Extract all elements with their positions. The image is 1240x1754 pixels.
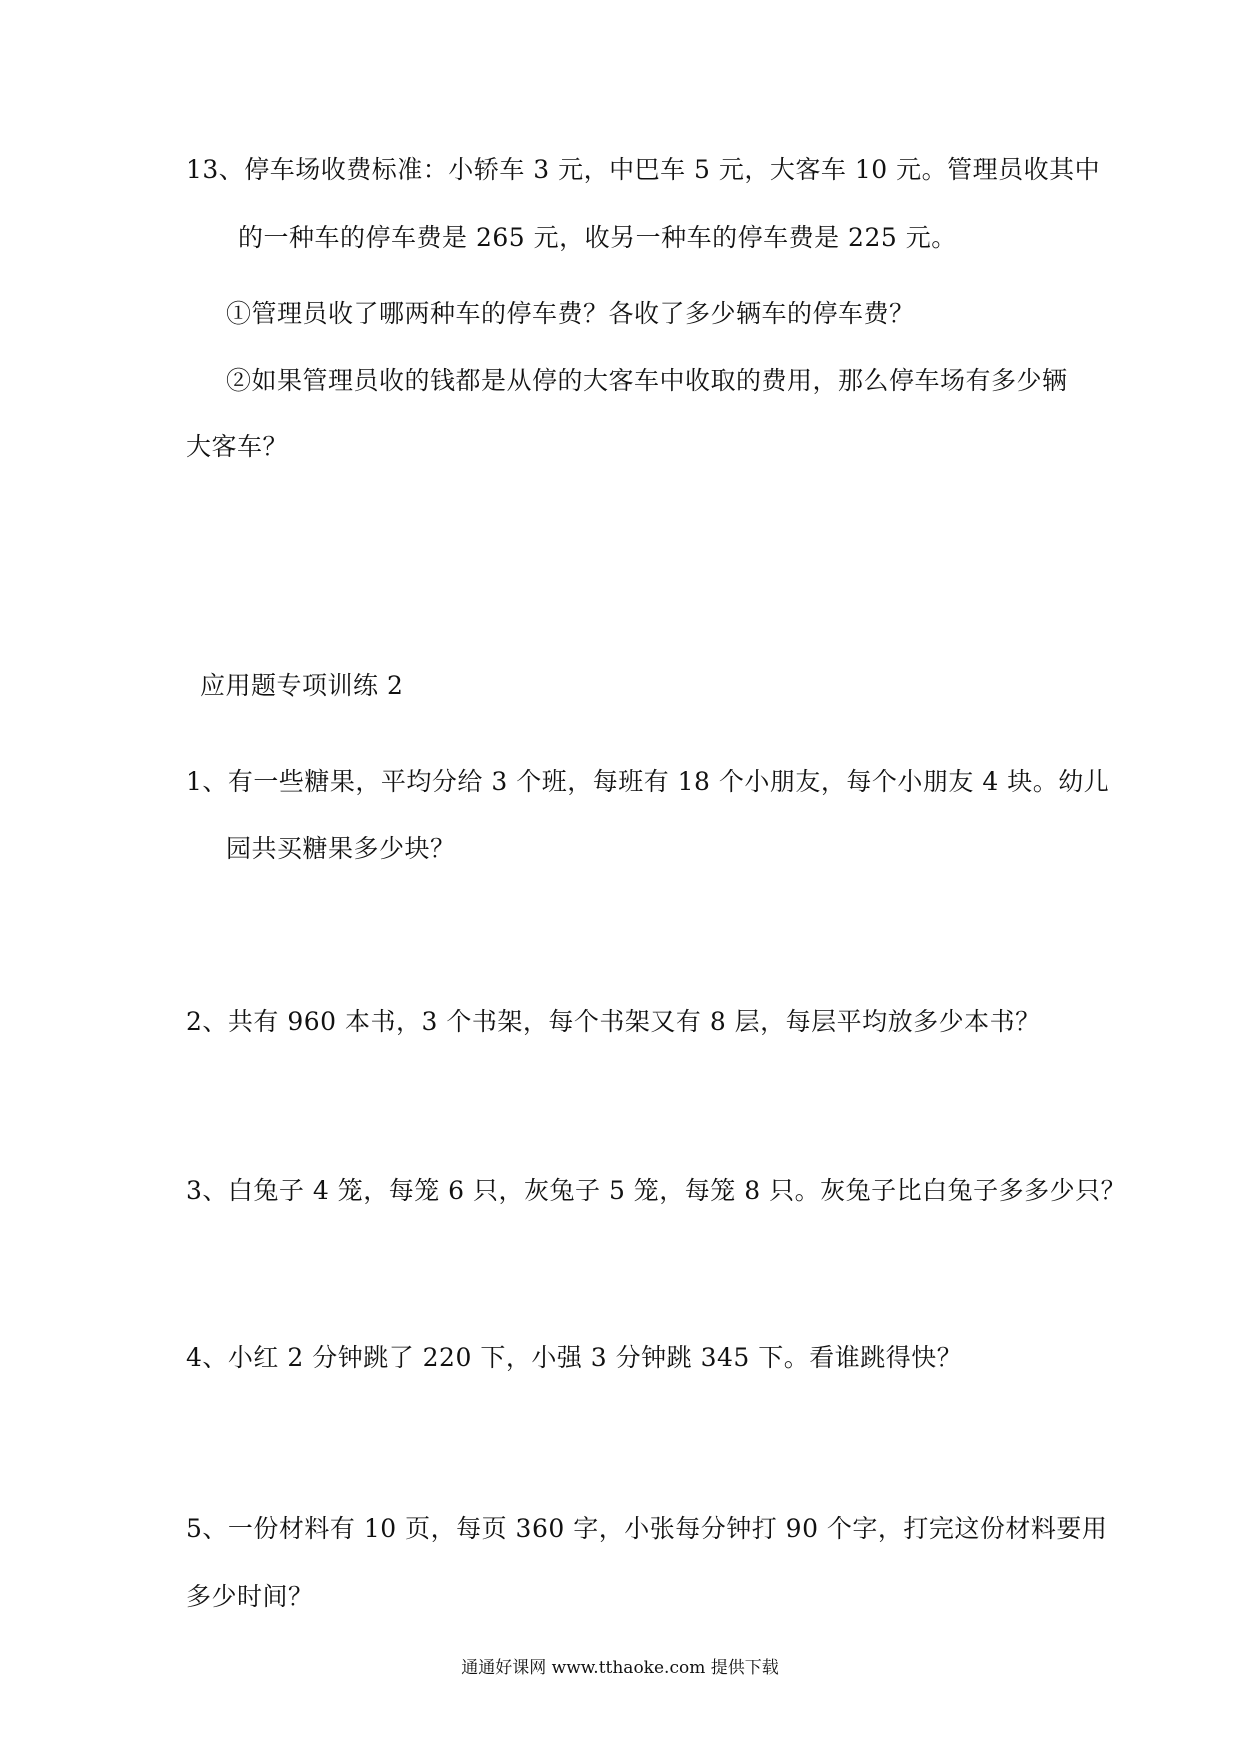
problem-3: 3、白兔子 4 笼，每笼 6 只，灰兔子 5 笼，每笼 8 只。灰兔子比白兔子多多少只？ — [186, 1176, 1127, 1205]
q13-subquestion-1: ①管理员收了哪两种车的停车费？各收了多少辆车的停车费？ — [226, 299, 915, 328]
q13-subquestion-2-line-1: ②如果管理员收的钱都是从停的大客车中收取的费用，那么停车场有多少辆 — [226, 366, 1068, 395]
q13-line-1: 13、停车场收费标准：小轿车 3 元，中巴车 5 元，大客车 10 元。管理员收其中 — [186, 155, 1101, 184]
problem-2: 2、共有 960 本书，3 个书架，每个书架又有 8 层，每层平均放多少本书？ — [186, 1007, 1041, 1036]
q13-subquestion-2-line-2: 大客车？ — [186, 432, 289, 461]
problem-1-line-1: 1、有一些糖果，平均分给 3 个班，每班有 18 个小朋友，每个小朋友 4 块。幼儿 — [186, 767, 1110, 796]
problem-4: 4、小红 2 分钟跳了 220 下，小强 3 分钟跳 345 下。看谁跳得快？ — [186, 1343, 963, 1372]
problem-5-line-2: 多少时间？ — [186, 1582, 314, 1611]
problem-5-line-1: 5、一份材料有 10 页，每页 360 字，小张每分钟打 90 个字，打完这份材料要用 — [186, 1514, 1108, 1543]
footer-credit: 通通好课网 www.tthaoke.com 提供下载 — [461, 1658, 779, 1678]
section-title: 应用题专项训练 2 — [200, 671, 404, 700]
problem-1-line-2: 园共买糖果多少块？ — [226, 834, 456, 863]
q13-line-2: 的一种车的停车费是 265 元，收另一种车的停车费是 225 元。 — [238, 223, 957, 252]
